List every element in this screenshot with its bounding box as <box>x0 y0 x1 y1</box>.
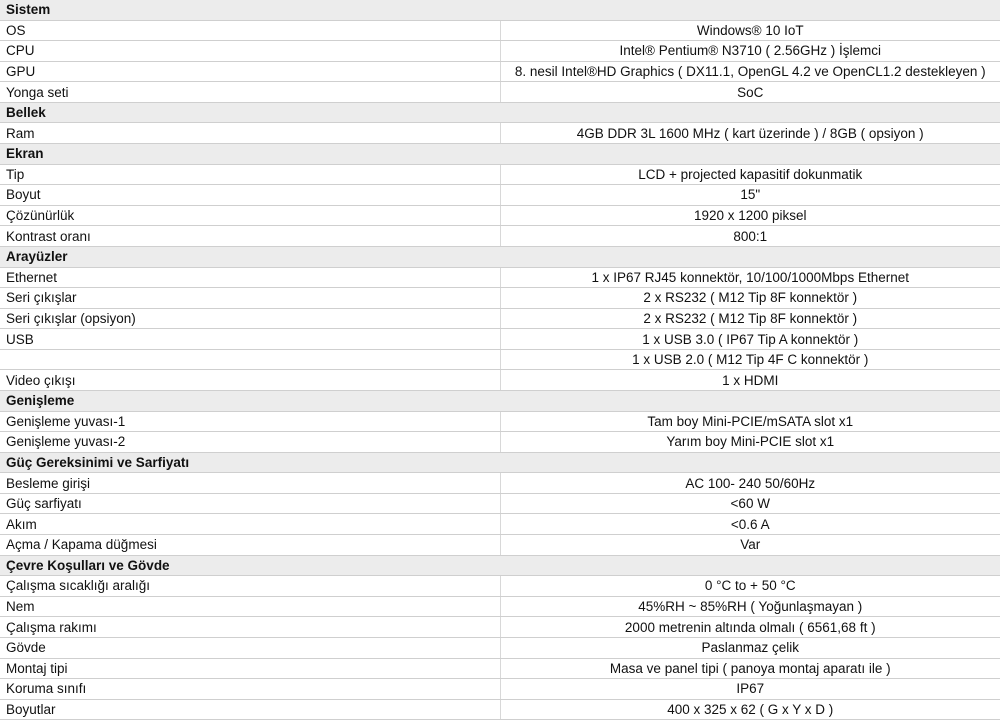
spec-value: 15" <box>500 185 1000 206</box>
spec-row <box>0 20 1000 41</box>
spec-row <box>0 473 1000 494</box>
spec-label: Gövde <box>0 637 500 658</box>
spec-value: 1 x USB 3.0 ( IP67 Tip A konnektör ) <box>500 329 1000 350</box>
spec-value: 2 x RS232 ( M12 Tip 8F konnektör ) <box>500 308 1000 329</box>
section-title: Çevre Koşulları ve Gövde <box>0 555 1000 576</box>
spec-label: Boyut <box>0 185 500 206</box>
spec-value: Tam boy Mini-PCIE/mSATA slot x1 <box>500 411 1000 432</box>
spec-label: Çözünürlük <box>0 205 500 226</box>
spec-row <box>0 411 1000 432</box>
spec-label: Seri çıkışlar (opsiyon) <box>0 308 500 329</box>
spec-label: Akım <box>0 514 500 535</box>
spec-label: Ethernet <box>0 267 500 288</box>
spec-label <box>0 349 500 370</box>
spec-value: Intel® Pentium® N3710 ( 2.56GHz ) İşlemci <box>500 41 1000 62</box>
section-header <box>0 102 1000 123</box>
spec-row <box>0 205 1000 226</box>
spec-row <box>0 637 1000 658</box>
spec-row <box>0 82 1000 103</box>
spec-row <box>0 226 1000 247</box>
spec-value: Masa ve panel tipi ( panoya montaj aparatı ile ) <box>500 658 1000 679</box>
spec-value: LCD + projected kapasitif dokunmatik <box>500 164 1000 185</box>
spec-label: CPU <box>0 41 500 62</box>
spec-label: Genişleme yuvası-1 <box>0 411 500 432</box>
spec-label: OS <box>0 20 500 41</box>
spec-value: 1 x HDMI <box>500 370 1000 391</box>
spec-row <box>0 535 1000 556</box>
spec-value: IP67 <box>500 679 1000 700</box>
spec-label: Çalışma sıcaklığı aralığı <box>0 576 500 597</box>
spec-row <box>0 679 1000 700</box>
section-header <box>0 246 1000 267</box>
section-title: Bellek <box>0 102 1000 123</box>
spec-label: Video çıkışı <box>0 370 500 391</box>
spec-label: Nem <box>0 596 500 617</box>
spec-value: 4GB DDR 3L 1600 MHz ( kart üzerinde ) / 8GB ( opsiyon ) <box>500 123 1000 144</box>
spec-row <box>0 61 1000 82</box>
spec-value: 1 x IP67 RJ45 konnektör, 10/100/1000Mbps Ethernet <box>500 267 1000 288</box>
spec-value: 0 °C to + 50 °C <box>500 576 1000 597</box>
spec-row <box>0 329 1000 350</box>
section-title: Ekran <box>0 144 1000 165</box>
spec-value: Yarım boy Mini-PCIE slot x1 <box>500 432 1000 453</box>
spec-label: Montaj tipi <box>0 658 500 679</box>
spec-value: Var <box>500 535 1000 556</box>
spec-row <box>0 267 1000 288</box>
section-title: Güç Gereksinimi ve Sarfiyatı <box>0 452 1000 473</box>
spec-row <box>0 493 1000 514</box>
section-header <box>0 452 1000 473</box>
spec-row <box>0 41 1000 62</box>
spec-label: Koruma sınıfı <box>0 679 500 700</box>
spec-label: USB <box>0 329 500 350</box>
section-header <box>0 144 1000 165</box>
spec-label: Yonga seti <box>0 82 500 103</box>
spec-label: Kontrast oranı <box>0 226 500 247</box>
spec-value: 2 x RS232 ( M12 Tip 8F konnektör ) <box>500 288 1000 309</box>
spec-label: Açma / Kapama düğmesi <box>0 535 500 556</box>
section-header <box>0 0 1000 20</box>
spec-value: AC 100- 240 50/60Hz <box>500 473 1000 494</box>
spec-value: 1920 x 1200 piksel <box>500 205 1000 226</box>
spec-row <box>0 432 1000 453</box>
spec-row <box>0 514 1000 535</box>
spec-label: Genişleme yuvası-2 <box>0 432 500 453</box>
spec-row <box>0 123 1000 144</box>
spec-value: 8. nesil Intel®HD Graphics ( DX11.1, OpenGL 4.2 ve OpenCL1.2 destekleyen ) <box>500 61 1000 82</box>
section-title: Sistem <box>0 0 1000 20</box>
spec-row <box>0 185 1000 206</box>
spec-row <box>0 288 1000 309</box>
spec-label: Boyutlar <box>0 699 500 720</box>
spec-row <box>0 308 1000 329</box>
section-header <box>0 555 1000 576</box>
spec-row <box>0 349 1000 370</box>
spec-row <box>0 617 1000 638</box>
spec-value: Windows® 10 IoT <box>500 20 1000 41</box>
section-title: Genişleme <box>0 390 1000 411</box>
spec-label: Güç sarfiyatı <box>0 493 500 514</box>
spec-row <box>0 576 1000 597</box>
spec-value: Paslanmaz çelik <box>500 637 1000 658</box>
spec-row <box>0 699 1000 720</box>
spec-value: <60 W <box>500 493 1000 514</box>
spec-value: 1 x USB 2.0 ( M12 Tip 4F C konnektör ) <box>500 349 1000 370</box>
spec-value: 45%RH ~ 85%RH ( Yoğunlaşmayan ) <box>500 596 1000 617</box>
spec-row <box>0 596 1000 617</box>
spec-label: Tip <box>0 164 500 185</box>
spec-label: Besleme girişi <box>0 473 500 494</box>
spec-value: 800:1 <box>500 226 1000 247</box>
section-title: Arayüzler <box>0 246 1000 267</box>
spec-label: Ram <box>0 123 500 144</box>
spec-row <box>0 658 1000 679</box>
section-header <box>0 390 1000 411</box>
spec-row <box>0 164 1000 185</box>
spec-value: 400 x 325 x 62 ( G x Y x D ) <box>500 699 1000 720</box>
spec-label: Seri çıkışlar <box>0 288 500 309</box>
spec-row <box>0 370 1000 391</box>
spec-value: SoC <box>500 82 1000 103</box>
spec-value: 2000 metrenin altında olmalı ( 6561,68 ft ) <box>500 617 1000 638</box>
spec-value: <0.6 A <box>500 514 1000 535</box>
spec-label: Çalışma rakımı <box>0 617 500 638</box>
spec-label: GPU <box>0 61 500 82</box>
